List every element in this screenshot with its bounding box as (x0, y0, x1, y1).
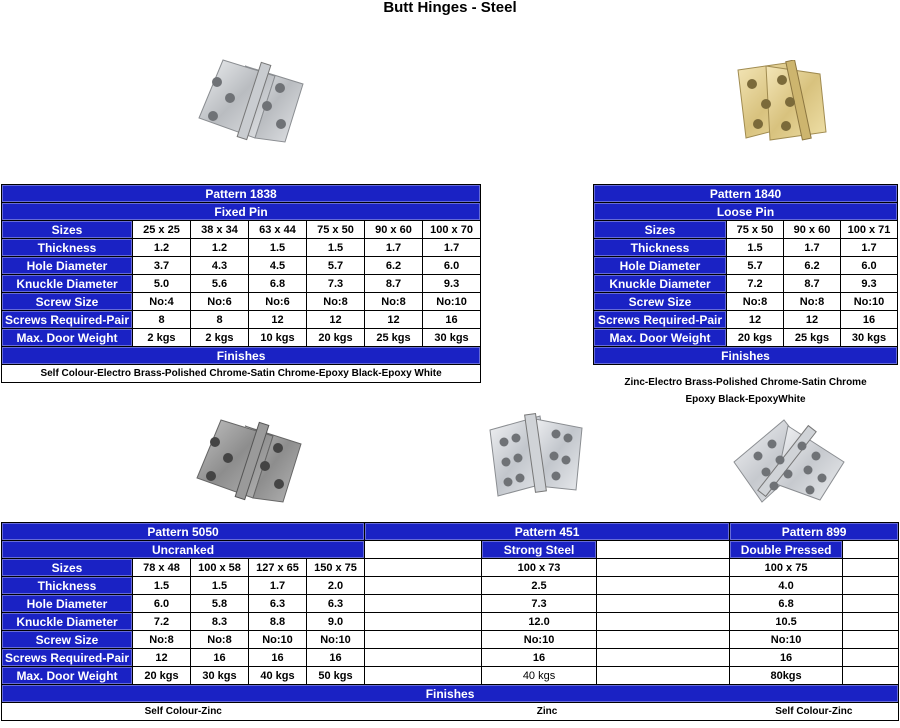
spec-cell: 75 x 50 (307, 221, 365, 239)
row-label: Max. Door Weight (594, 329, 727, 347)
row-label: Knuckle Diameter (2, 275, 133, 293)
row-label: Max. Door Weight (2, 667, 133, 685)
spec-cell: 6.2 (365, 257, 423, 275)
row-label: Screw Size (2, 631, 133, 649)
row-label: Thickness (2, 577, 133, 595)
finishes-header: Finishes (2, 685, 899, 703)
spec-cell-5050: 1.5 (191, 577, 249, 595)
spec-cell: 6.0 (423, 257, 481, 275)
spec-cell-451: No:10 (482, 631, 597, 649)
spec-cell-5050: 30 kgs (191, 667, 249, 685)
row-label: Hole Diameter (2, 595, 133, 613)
finishes-line-2: Epoxy Black-EpoxyWhite (685, 394, 806, 405)
spec-cell: 2 kgs (133, 329, 191, 347)
spec-cell: 1.7 (365, 239, 423, 257)
spec-cell: 10 kgs (249, 329, 307, 347)
pattern-5050-finishes: Self Colour-Zinc (2, 703, 365, 721)
row-label: Knuckle Diameter (594, 275, 727, 293)
spec-cell: No:10 (841, 293, 898, 311)
pattern-1838-table (1, 184, 481, 383)
spacer (365, 577, 482, 595)
spec-cell: 7.2 (727, 275, 784, 293)
spec-cell: 6.2 (784, 257, 841, 275)
row-label: Sizes (2, 221, 133, 239)
spec-row (2, 595, 899, 613)
spec-cell-5050: No:10 (307, 631, 365, 649)
spec-cell: 6.8 (249, 275, 307, 293)
spec-cell: 2 kgs (191, 329, 249, 347)
spec-row (2, 293, 481, 311)
finishes-header: Finishes (2, 347, 481, 365)
spec-cell-451: 12.0 (482, 613, 597, 631)
spec-cell-451: 40 kgs (482, 667, 597, 685)
spec-cell: 25 x 25 (133, 221, 191, 239)
spec-cell: 90 x 60 (365, 221, 423, 239)
spec-row (2, 613, 899, 631)
finishes-header: Finishes (594, 347, 898, 365)
pattern-899-type: Double Pressed (730, 541, 843, 559)
row-label: Knuckle Diameter (2, 613, 133, 631)
spec-cell: 12 (307, 311, 365, 329)
spec-cell: 12 (365, 311, 423, 329)
spec-cell: No:6 (249, 293, 307, 311)
spec-row (2, 577, 899, 595)
row-label: Thickness (2, 239, 133, 257)
spec-cell: 8 (191, 311, 249, 329)
spacer (843, 649, 899, 667)
spec-cell-5050: 16 (307, 649, 365, 667)
spec-cell: 30 kgs (423, 329, 481, 347)
spec-cell-451: 2.5 (482, 577, 597, 595)
hinge-451-image (470, 412, 595, 497)
spec-cell-5050: 6.3 (249, 595, 307, 613)
pattern-name: Pattern 1838 (2, 185, 481, 203)
spacer (843, 613, 899, 631)
spec-cell: 12 (727, 311, 784, 329)
spec-row (594, 257, 898, 275)
spec-cell-5050: 2.0 (307, 577, 365, 595)
spec-cell: 1.2 (191, 239, 249, 257)
row-label: Hole Diameter (594, 257, 727, 275)
spec-cell-5050: 150 x 75 (307, 559, 365, 577)
row-label: Thickness (594, 239, 727, 257)
spec-row (2, 275, 481, 293)
pattern-899-name: Pattern 899 (730, 523, 899, 541)
spec-row (594, 311, 898, 329)
spec-cell: 63 x 44 (249, 221, 307, 239)
spacer (597, 613, 730, 631)
spec-cell-451: 7.3 (482, 595, 597, 613)
spacer (597, 541, 730, 559)
spec-row (2, 221, 481, 239)
pattern-451-name: Pattern 451 (365, 523, 730, 541)
spec-cell-899: No:10 (730, 631, 843, 649)
spec-cell-5050: 8.8 (249, 613, 307, 631)
spec-cell: 1.7 (784, 239, 841, 257)
spec-cell-5050: 16 (191, 649, 249, 667)
spec-cell: 12 (784, 311, 841, 329)
spec-cell-5050: 1.7 (249, 577, 307, 595)
spec-row (2, 329, 481, 347)
spec-cell: 5.7 (307, 257, 365, 275)
spec-row (2, 257, 481, 275)
spacer (843, 541, 899, 559)
spec-cell: 1.7 (423, 239, 481, 257)
spacer (365, 559, 482, 577)
spec-row (2, 239, 481, 257)
spacer (365, 649, 482, 667)
spec-cell-899: 16 (730, 649, 843, 667)
spec-row (2, 667, 899, 685)
spacer (597, 649, 730, 667)
spec-cell-5050: 8.3 (191, 613, 249, 631)
page-title: Butt Hinges - Steel (383, 0, 517, 16)
row-label: Max. Door Weight (2, 329, 133, 347)
spec-row (2, 559, 899, 577)
spec-cell: 16 (841, 311, 898, 329)
spacer (597, 577, 730, 595)
spacer (843, 667, 899, 685)
row-label: Screws Required-Pair (2, 311, 133, 329)
spec-cell-5050: 5.8 (191, 595, 249, 613)
spec-cell-451: 100 x 73 (482, 559, 597, 577)
spec-cell: 3.7 (133, 257, 191, 275)
pattern-1840-table (593, 184, 898, 365)
spacer (597, 667, 730, 685)
spec-cell: 5.7 (727, 257, 784, 275)
pin-type: Loose Pin (594, 203, 898, 221)
spec-row (594, 293, 898, 311)
spec-cell-5050: 40 kgs (249, 667, 307, 685)
spec-cell: 25 kgs (784, 329, 841, 347)
spec-cell: No:8 (727, 293, 784, 311)
pattern-5050-type: Uncranked (2, 541, 365, 559)
spacer (597, 631, 730, 649)
spec-cell-899: 80kgs (730, 667, 843, 685)
spec-cell: 8 (133, 311, 191, 329)
spacer (597, 559, 730, 577)
spec-cell: 25 kgs (365, 329, 423, 347)
spacer (843, 595, 899, 613)
row-label: Screw Size (594, 293, 727, 311)
spacer (365, 631, 482, 649)
spec-cell: 4.3 (191, 257, 249, 275)
pattern-899-finishes: Self Colour-Zinc (730, 703, 899, 721)
pattern-451-finishes: Zinc (365, 703, 730, 721)
spec-row (594, 221, 898, 239)
hinge-5050-image (185, 418, 305, 503)
spec-row (594, 275, 898, 293)
spec-cell: 90 x 60 (784, 221, 841, 239)
spec-cell-5050: 9.0 (307, 613, 365, 631)
spec-cell-451: 16 (482, 649, 597, 667)
spec-cell-5050: 50 kgs (307, 667, 365, 685)
spacer (843, 577, 899, 595)
spacer (843, 559, 899, 577)
spec-cell: 75 x 50 (727, 221, 784, 239)
spacer (365, 595, 482, 613)
row-label: Sizes (594, 221, 727, 239)
spec-cell: 1.2 (133, 239, 191, 257)
spec-cell: No:4 (133, 293, 191, 311)
spacer (843, 631, 899, 649)
spec-cell-5050: 6.0 (133, 595, 191, 613)
hinge-1838-image (185, 58, 310, 143)
spec-cell: 4.5 (249, 257, 307, 275)
row-label: Screw Size (2, 293, 133, 311)
spec-cell-5050: No:8 (191, 631, 249, 649)
spec-cell: 5.6 (191, 275, 249, 293)
spec-row (2, 311, 481, 329)
spec-cell: 1.5 (307, 239, 365, 257)
pattern-name: Pattern 1840 (594, 185, 898, 203)
spec-cell-899: 4.0 (730, 577, 843, 595)
spec-cell: No:10 (423, 293, 481, 311)
pattern-5050-name: Pattern 5050 (2, 523, 365, 541)
spec-cell-5050: No:10 (249, 631, 307, 649)
hinge-899-image (728, 416, 853, 506)
spec-cell-5050: 12 (133, 649, 191, 667)
spec-cell: 5.0 (133, 275, 191, 293)
spacer (365, 667, 482, 685)
finishes-text: Self Colour-Electro Brass-Polished Chrome-Satin Chrome-Epoxy Black-Epoxy White (2, 365, 481, 383)
spec-cell-5050: 100 x 58 (191, 559, 249, 577)
finishes-line-1: Zinc-Electro Brass-Polished Chrome-Satin Chrome (624, 377, 867, 388)
pin-type: Fixed Pin (2, 203, 481, 221)
spec-cell-899: 100 x 75 (730, 559, 843, 577)
spec-cell: 7.3 (307, 275, 365, 293)
spec-cell: 100 x 70 (423, 221, 481, 239)
spec-cell: 6.0 (841, 257, 898, 275)
spec-cell: 16 (423, 311, 481, 329)
row-label: Screws Required-Pair (2, 649, 133, 667)
spacer (597, 595, 730, 613)
spec-cell: 9.3 (423, 275, 481, 293)
spec-cell: 1.5 (727, 239, 784, 257)
spec-cell: 9.3 (841, 275, 898, 293)
spacer (365, 613, 482, 631)
spec-cell: No:6 (191, 293, 249, 311)
pattern-451-type: Strong Steel (482, 541, 597, 559)
row-label: Sizes (2, 559, 133, 577)
spec-cell: 30 kgs (841, 329, 898, 347)
spacer (365, 541, 482, 559)
spec-cell-899: 6.8 (730, 595, 843, 613)
row-label: Screws Required-Pair (594, 311, 727, 329)
spec-cell: No:8 (307, 293, 365, 311)
spec-cell: 1.7 (841, 239, 898, 257)
spec-row (2, 649, 899, 667)
spec-row (2, 631, 899, 649)
spec-cell: 20 kgs (307, 329, 365, 347)
pattern-1840-finishes (593, 374, 898, 408)
spec-cell-5050: 20 kgs (133, 667, 191, 685)
spec-cell-5050: 6.3 (307, 595, 365, 613)
spec-cell: 1.5 (249, 239, 307, 257)
spec-cell-899: 10.5 (730, 613, 843, 631)
spec-cell: 12 (249, 311, 307, 329)
spec-cell-5050: 7.2 (133, 613, 191, 631)
spec-cell: No:8 (784, 293, 841, 311)
spec-cell: 8.7 (784, 275, 841, 293)
spec-cell-5050: 16 (249, 649, 307, 667)
spec-cell: 100 x 71 (841, 221, 898, 239)
spec-cell-5050: 127 x 65 (249, 559, 307, 577)
spec-cell: No:8 (365, 293, 423, 311)
spec-cell: 8.7 (365, 275, 423, 293)
hinge-1840-image (708, 60, 833, 145)
spec-row (594, 239, 898, 257)
spec-cell-5050: 1.5 (133, 577, 191, 595)
spec-cell: 20 kgs (727, 329, 784, 347)
row-label: Hole Diameter (2, 257, 133, 275)
spec-row (594, 329, 898, 347)
spec-cell-5050: No:8 (133, 631, 191, 649)
spec-cell: 38 x 34 (191, 221, 249, 239)
spec-cell-5050: 78 x 48 (133, 559, 191, 577)
patterns-5050-451-899-table (1, 522, 899, 721)
